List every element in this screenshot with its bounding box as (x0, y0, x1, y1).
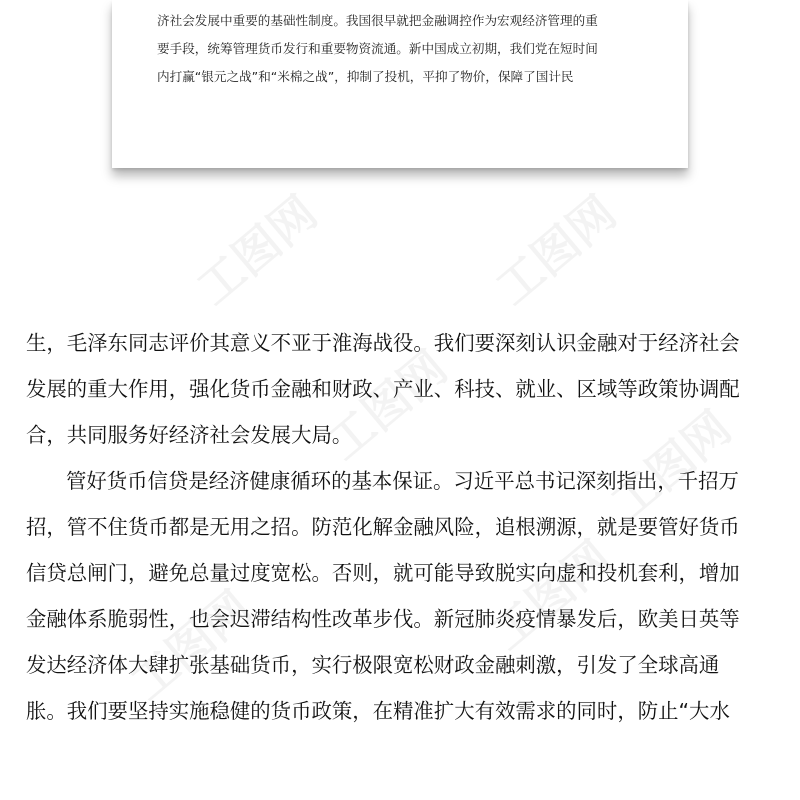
excerpt-line: 内打赢“银元之战”和“米棉之战”，抑制了投机，平抑了物价，保障了国计民 (157, 69, 574, 84)
paragraph-line: 合，共同服务好经济社会发展大局。 (26, 423, 353, 447)
paragraph-line: 发展的重大作用，强化货币金融和财政、产业、科技、就业、区域等政策协调配 (26, 377, 740, 401)
paragraph-line: 信贷总闸门，避免总量过度宽松。否则，就可能导致脱实向虚和投机套利，增加 (26, 561, 740, 585)
paragraph-line: 生，毛泽东同志评价其意义不亚于淮海战役。我们要深刻认识金融对于经济社会 (26, 331, 740, 355)
paragraph-line: 金融体系脆弱性，也会迟滞结构性改革步伐。新冠肺炎疫情暴发后，欧美日英等 (26, 607, 740, 631)
paragraph-line: 招，管不住货币都是无用之招。防范化解金融风险，追根溯源，就是要管好货币 (26, 515, 740, 539)
excerpt-line: 济社会发展中重要的基础性制度。我国很早就把金融调控作为宏观经济管理的重 (157, 13, 598, 28)
paragraph-line: 管好货币信贷是经济健康循环的基本保证。习近平总书记深刻指出，千招万 (66, 469, 739, 493)
excerpt-card (112, 0, 688, 168)
paragraph-line: 发达经济体大肆扩张基础货币，实行极限宽松财政金融刺激，引发了全球高通 (26, 653, 720, 677)
paragraph-line: 胀。我们要坚持实施稳健的货币政策，在精准扩大有效需求的同时，防止“大水 (26, 699, 730, 723)
excerpt-text (157, 7, 643, 91)
article-body (26, 320, 778, 734)
watermark (181, 178, 329, 317)
excerpt-line: 要手段，统筹管理货币发行和重要物资流通。新中国成立初期，我们党在短时间 (157, 41, 598, 56)
watermark (480, 178, 628, 317)
